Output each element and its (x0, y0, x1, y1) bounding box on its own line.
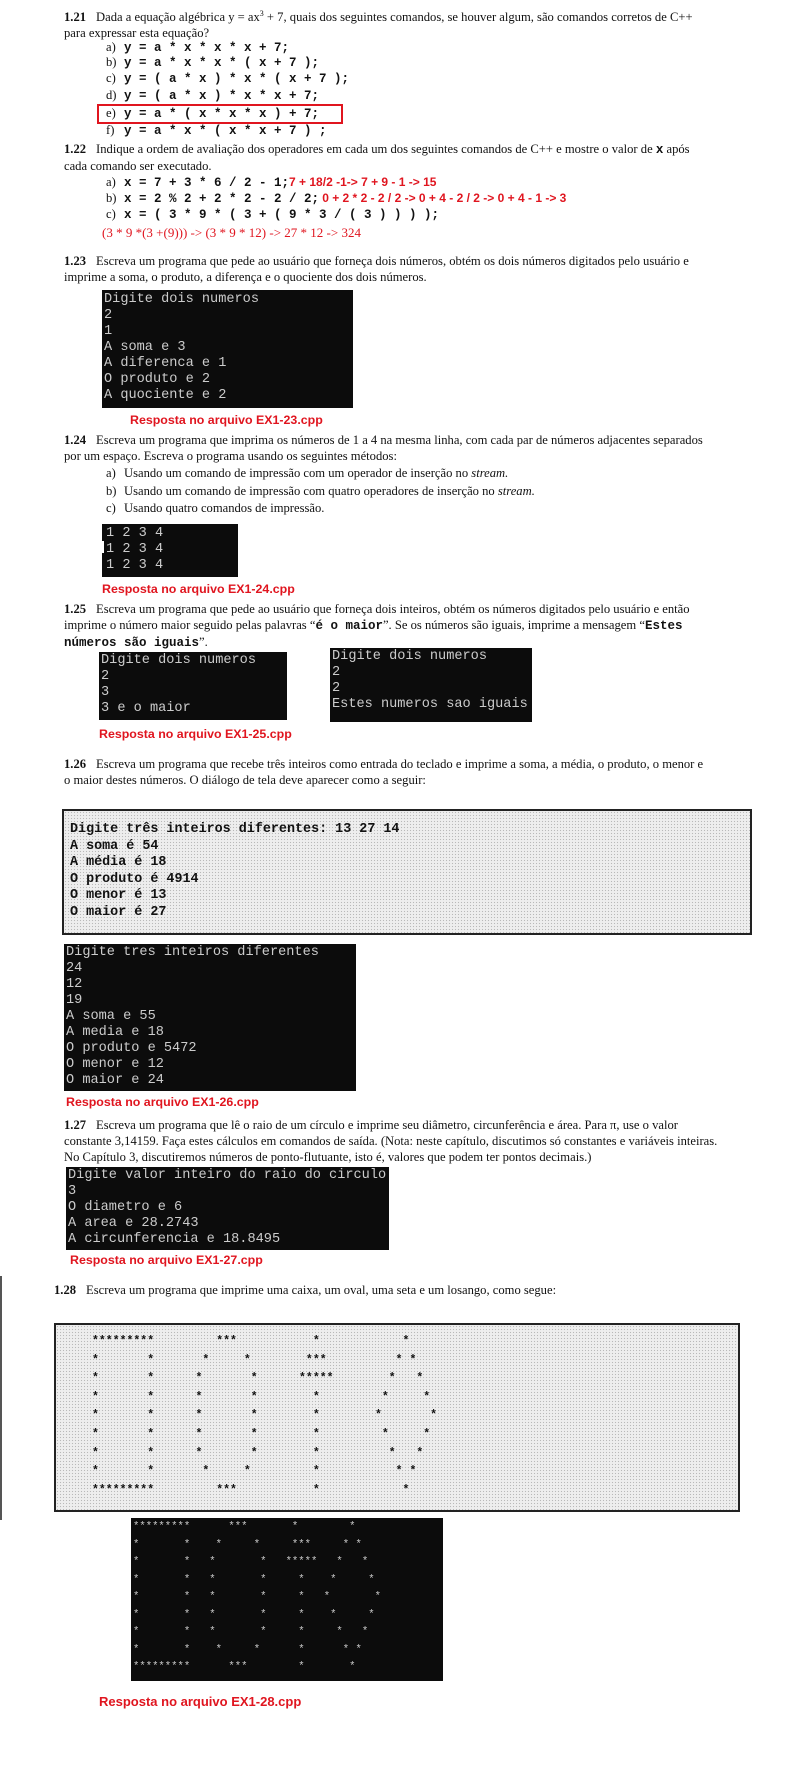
q124-terminal (102, 524, 238, 577)
terminal-line: 2 (101, 669, 110, 684)
terminal-line: 2 (332, 681, 341, 696)
q121-option-b: b) y = a * x * x * ( x + 7 ); (106, 55, 320, 70)
q121-option-f: f) y = a * x * ( x * x + 7 ) ; (106, 123, 327, 138)
terminal-line: Digite dois numeros (332, 649, 487, 664)
terminal-line: 1 2 3 4 (106, 558, 164, 573)
q128-number: 1.28 (54, 1283, 77, 1297)
q122-answer-c: (3 * 9 *(3 +(9))) -> (3 * 9 * 12) -> 27 * 12 -> 324 (102, 225, 361, 240)
terminal-line: A circunferencia e 18.8495 (68, 1232, 281, 1247)
q123-answer-file: Resposta no arquivo EX1-23.cpp (130, 413, 323, 427)
terminal-line: 19 (66, 993, 83, 1008)
q121-statement: 1.21 Dada a equação algébrica $y = ax^3 + 7$, quais dos seguintes comandos, se houver algum, são comandos corretos de C++ para expressar esta equação? (64, 9, 693, 41)
terminal-line: O diametro e 6 (68, 1200, 183, 1215)
q121-option-c: c) y = ( a * x ) * x * ( x + 7 ); (106, 71, 350, 86)
terminal-line: 3 e o maior (101, 701, 191, 716)
scan-line: O maior é 27 (70, 904, 167, 920)
terminal-line: 2 (332, 665, 341, 680)
q123-terminal (102, 290, 353, 408)
q125-terminal-1 (99, 652, 287, 720)
q123-statement: 1.23 Escreva um programa que pede ao usuário que forneça dois números, obtém os dois números digitados pelo usuário e imprime a soma, o produto, a diferença e o quociente dos dois números. (64, 254, 689, 284)
terminal-line: 3 (68, 1184, 77, 1199)
q125-answer-file: Resposta no arquivo EX1-25.cpp (99, 727, 292, 741)
correct-answer-highlight (97, 104, 343, 124)
q121-number: 1.21 (64, 10, 87, 25)
terminal-line: A soma e 55 (66, 1009, 156, 1024)
q126-number: 1.26 (64, 757, 87, 771)
shapes-ascii-art: ********* *** * * * * * * *** * * * * * * ***** * * * * * * * * * * * * * * * * * * * * * * * * * * * * * * * * * * * * * ********* *** * * (92, 1335, 438, 1497)
terminal-line: 2 (104, 308, 113, 323)
terminal-line: A quociente e 2 (104, 388, 227, 403)
q121-option-e: e) y = a * ( x * x * x ) + 7; (106, 106, 320, 121)
q128-statement: 1.28 Escreva um programa que imprime uma caixa, um oval, uma seta e um losango, como segue: (54, 1283, 557, 1297)
terminal-line: 1 2 3 4 (106, 542, 164, 557)
terminal-line: Estes numeros sao iguais (332, 697, 528, 712)
q127-statement: 1.27 Escreva um programa que lê o raio de um círculo e imprime seu diâmetro, circunferência e área. Para π, use o valor constante 3,14159. Faça estes cálculos em comandos de saída. (Nota: neste capítulo, discutimos só constantes e variáveis inteiras. No Capítulo 3, discutiremos números de ponto-flutuante, isto é, valores que podem ter pontos decimais.) (64, 1118, 718, 1164)
page-edge-line (0, 1276, 2, 1520)
q122-option-a: a) x = 7 + 3 * 6 / 2 - 1;7 + 18/2 -1-> 7 + 9 - 1 -> 15 (106, 175, 437, 190)
cursor-marker (102, 541, 104, 553)
q126-statement: 1.26 Escreva um programa que recebe três inteiros como entrada do teclado e imprime a soma, a média, o produto, o menor e o maior destes números. O diálogo de tela deve aparecer como a seguir: (64, 757, 704, 787)
q128-scanned-shapes (54, 1323, 740, 1512)
terminal-line: O produto e 2 (104, 372, 211, 387)
terminal-line: A diferenca e 1 (104, 356, 227, 371)
scan-line: O menor é 13 (70, 888, 167, 903)
terminal-line: Digite dois numeros (101, 653, 256, 668)
q122-number: 1.22 (64, 142, 87, 156)
q128-terminal: ********* *** * * * * * * *** * * * * * * ***** * * * * * * * * * * * * * * * * * * * * * * * * * * * * * * * * * * * * * ********* *** * * (131, 1518, 443, 1681)
q126-terminal (64, 944, 356, 1091)
q125-number: 1.25 (64, 602, 87, 616)
q128-answer-file: Resposta no arquivo EX1-28.cpp (99, 1694, 302, 1709)
q122-answer-b: 0 + 2 * 2 - 2 / 2 -> 0 + 4 - 2 / 2 -> 0 + 4 - 1 -> 3 (322, 191, 567, 205)
q121-option-d: d) y = ( a * x ) * x * x + 7; (106, 88, 320, 103)
terminal-line: 12 (66, 977, 83, 992)
terminal-line: Digite dois numeros (104, 292, 259, 307)
q122-answer-a: 7 + 18/2 -1-> 7 + 9 - 1 -> 15 (289, 175, 437, 189)
q124-number: 1.24 (64, 433, 87, 447)
scan-line: Digite três inteiros diferentes: 13 27 14 (70, 822, 400, 837)
q124-option-c: c) Usando quatro comandos de impressão. (106, 501, 325, 515)
scan-line: A soma é 54 (70, 838, 159, 854)
q124-answer-file: Resposta no arquivo EX1-24.cpp (102, 582, 295, 596)
scan-line: O produto é 4914 (70, 871, 199, 887)
q121-option-a: a) y = a * x * x * x + 7; (106, 40, 290, 55)
terminal-line: A area e 28.2743 (68, 1216, 199, 1231)
terminal-line: 1 (104, 324, 113, 339)
terminal-line: 3 (101, 685, 110, 700)
q126-scanned-dialog (62, 809, 752, 935)
q127-number: 1.27 (64, 1118, 87, 1132)
q122-option-c: c) x = ( 3 * 9 * ( 3 + ( 9 * 3 / ( 3 ) ) ) ); (106, 207, 440, 222)
q124-statement: 1.24 Escreva um programa que imprima os números de 1 a 4 na mesma linha, com cada par de números adjacentes separados por um espaço. Escreva o programa usando os seguintes métodos: (64, 433, 703, 463)
terminal-line: A soma e 3 (104, 340, 186, 355)
q124-option-a: a) Usando um comando de impressão com um operador de inserção no stream. (106, 466, 509, 480)
q124-option-b: b) Usando um comando de impressão com quatro operadores de inserção no stream. (106, 484, 535, 498)
q125-terminal-2 (330, 648, 532, 722)
terminal-line: Digite tres inteiros diferentes (66, 945, 319, 960)
q126-answer-file: Resposta no arquivo EX1-26.cpp (66, 1095, 259, 1109)
terminal-line: O produto e 5472 (66, 1041, 197, 1056)
q127-answer-file: Resposta no arquivo EX1-27.cpp (70, 1253, 263, 1267)
terminal-line: O maior e 24 (66, 1073, 164, 1088)
q122-statement: 1.22 Indique a ordem de avaliação dos operadores em cada um dos seguintes comandos de C++ e mostre o valor de x após cada comando ser executado. (64, 142, 690, 173)
terminal-line: 1 2 3 4 (106, 526, 164, 541)
terminal-line: A media e 18 (66, 1025, 164, 1040)
terminal-line: 24 (66, 961, 83, 976)
terminal-line: Digite valor inteiro do raio do circulo (68, 1168, 387, 1183)
terminal-line: O menor e 12 (66, 1057, 164, 1072)
q123-number: 1.23 (64, 254, 87, 268)
q125-statement: 1.25 Escreva um programa que pede ao usuário que forneça dois inteiros, obtém os números digitados pelo usuário e então imprime o número maior seguido pelas palavras “é o maior”. Se os números são iguais, imprime a mensagem “Estes números são iguais”. (64, 602, 690, 650)
q122-option-b: b) x = 2 % 2 + 2 * 2 - 2 / 2; 0 + 2 * 2 - 2 / 2 -> 0 + 4 - 2 / 2 -> 0 + 4 - 1 -> 3 (106, 191, 567, 206)
q127-terminal (66, 1167, 389, 1250)
scan-line: A média é 18 (70, 855, 167, 870)
